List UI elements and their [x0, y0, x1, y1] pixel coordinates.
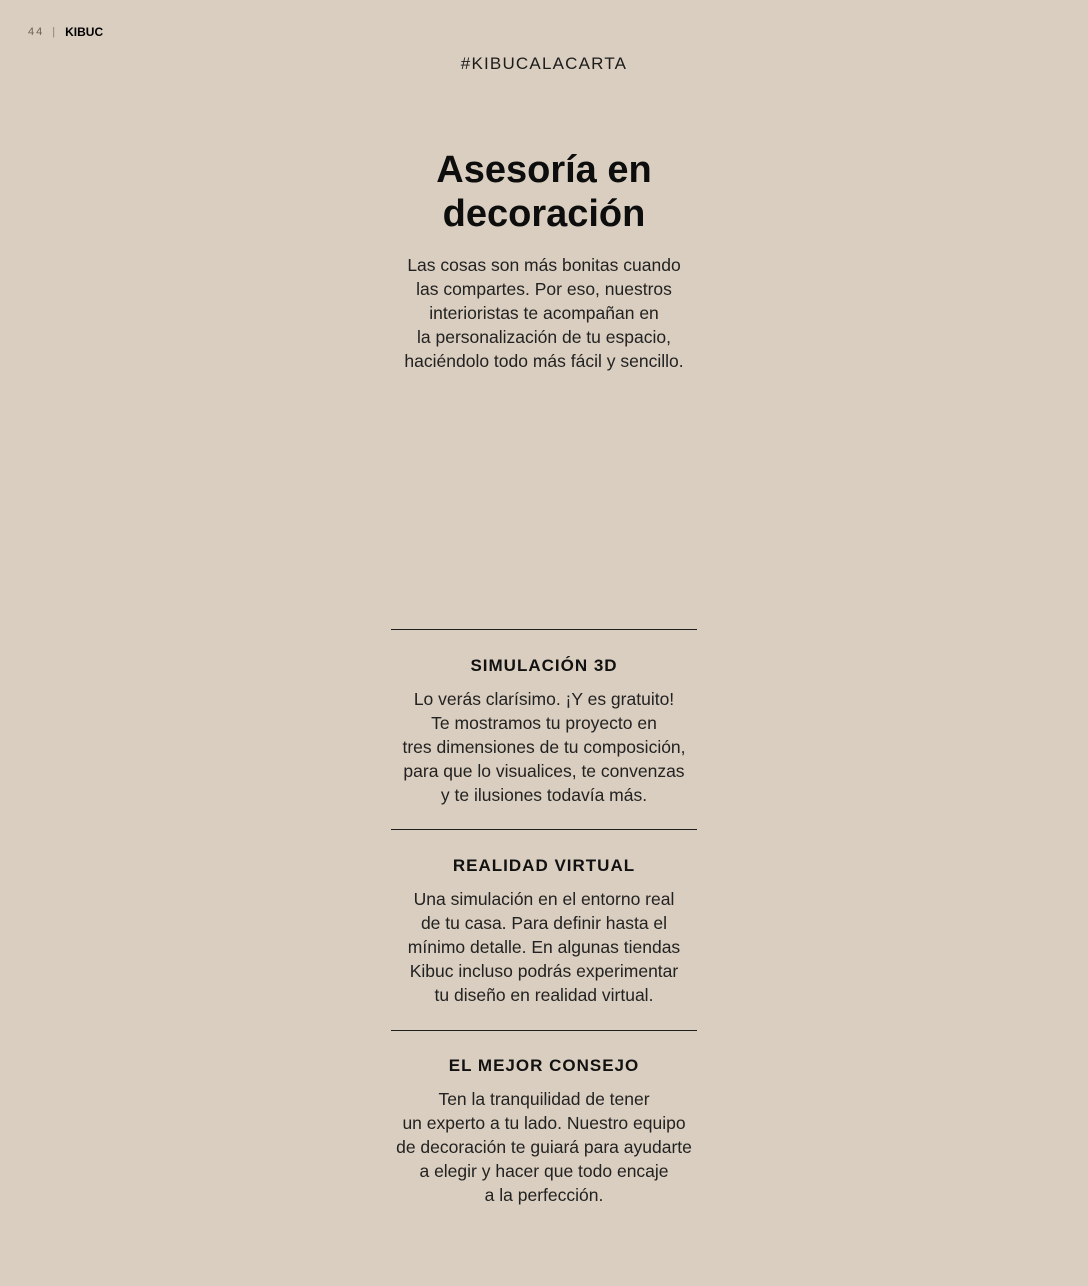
body-line: Te mostramos tu proyecto en: [431, 713, 657, 733]
body-line: tres dimensiones de tu composición,: [402, 737, 686, 757]
body-line: a la perfección.: [484, 1185, 604, 1205]
brand-logo: KIBUC: [65, 25, 104, 39]
section-simulacion-3d: [371, 654, 717, 807]
section-hashtag: #KIBUCALACARTA: [460, 54, 628, 73]
folio-separator: |: [52, 26, 56, 38]
section-el-mejor-consejo: [371, 1054, 717, 1207]
section-body: [371, 887, 717, 1007]
intro-line: interioristas te acompañan en: [429, 303, 659, 323]
section-realidad-virtual: [371, 854, 717, 1007]
body-line: tu diseño en realidad virtual.: [434, 985, 654, 1005]
divider-rule: [391, 829, 697, 830]
page-number: 44: [28, 26, 45, 38]
body-line: de tu casa. Para definir hasta el: [420, 913, 668, 933]
body-line: Kibuc incluso podrás experimentar: [409, 961, 679, 981]
intro-line: haciéndolo todo más fácil y sencillo.: [404, 351, 684, 371]
page-folio: [28, 25, 103, 39]
body-line: Lo verás clarísimo. ¡Y es gratuito!: [413, 689, 675, 709]
section-body: [371, 1087, 717, 1207]
intro-line: Las cosas son más bonitas cuando: [407, 255, 681, 275]
body-line: mínimo detalle. En algunas tiendas: [407, 937, 681, 957]
divider-rule: [391, 1030, 697, 1031]
body-line: para que lo visualices, te convenzas: [403, 761, 685, 781]
intro-line: la personalización de tu espacio,: [417, 327, 671, 347]
intro-paragraph: [374, 253, 714, 373]
section-body: [371, 687, 717, 807]
section-heading: REALIDAD VIRTUAL: [452, 856, 636, 875]
page-title: [344, 148, 744, 236]
body-line: a elegir y hacer que todo encaje: [419, 1161, 669, 1181]
body-line: un experto a tu lado. Nuestro equipo: [402, 1113, 686, 1133]
intro-line: las compartes. Por eso, nuestros: [416, 279, 672, 299]
body-line: Ten la tranquilidad de tener: [438, 1089, 650, 1109]
section-heading: SIMULACIÓN 3D: [470, 656, 618, 675]
body-line: y te ilusiones todavía más.: [440, 785, 648, 805]
body-line: de decoración te guiará para ayudarte: [396, 1137, 692, 1157]
title-line-2: decoración: [442, 193, 646, 235]
divider-rule: [391, 629, 697, 630]
section-heading: EL MEJOR CONSEJO: [448, 1056, 640, 1075]
body-line: Una simulación en el entorno real: [413, 889, 675, 909]
title-line-1: Asesoría en: [436, 149, 652, 191]
